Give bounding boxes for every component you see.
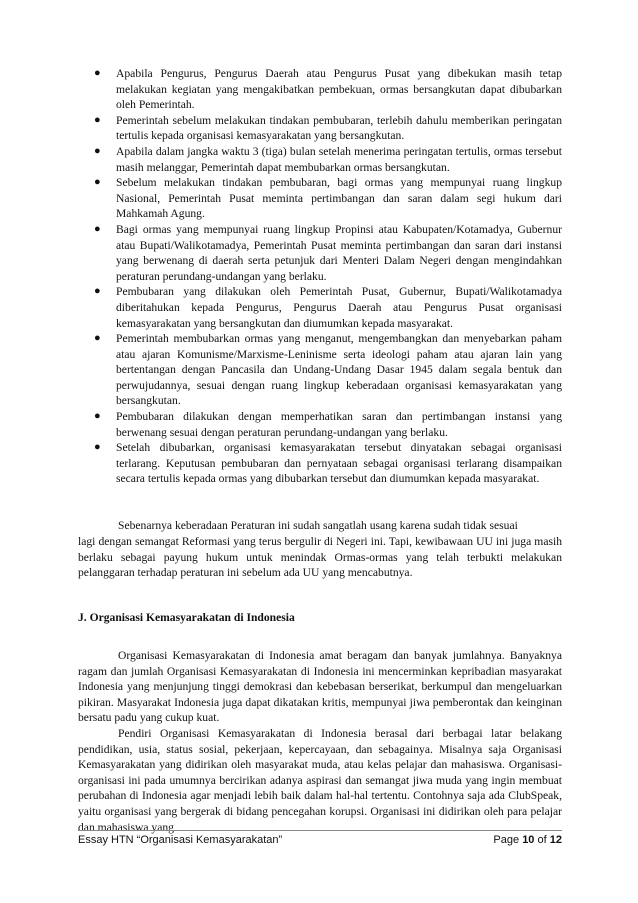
closing-first-line: Sebenarnya keberadaan Peraturan ini sudah sangatlah usang karena sudah tidak sesuai: [118, 519, 518, 532]
section-heading: J. Organisasi Kemasyarakatan di Indonesia: [78, 611, 295, 624]
list-item: ● Pembubaran yang dilakukan oleh Pemerintah Pusat, Gubernur, Bupati/Walikotamadya diberitahukan kepada Pengurus, Pengurus Daerah atau Pengurus Pusat organisasi kemasyarakatan yang bersangkutan dan diumumkan kepada masyarakat.: [94, 285, 562, 330]
bullet-icon: ●: [94, 144, 101, 157]
list-item: ● Pembubaran dilakukan dengan memperhatikan saran dan pertimbangan instansi yang berwenang sesuai dengan peraturan perundang-undangan yang berlaku.: [94, 410, 562, 439]
bullet-icon: ●: [94, 176, 101, 189]
list-item: ● Setelah dibubarkan, organisasi kemasyarakatan tersebut dinyatakan sebagai organisasi terlarang. Keputusan pembubaran dan pernyataan sebagai organisasi terlarang disampaikan secara tertulis kepada ormas yang dibubarkan tersebut dan diumumkan kepada masyarakat.: [94, 441, 562, 486]
list-item: ● Bagi ormas yang mempunyai ruang lingkup Propinsi atau Kabupaten/Kotamadya, Gubernur atau Bupati/Walikotamadya, Pemerintah Pusat meminta pertimbangan dan saran dari instansi yang berwenang di daerah serta petunjuk dari Menteri Dalam Negeri dengan mengindahkan peraturan perundang-undangan yang berlaku.: [94, 222, 562, 283]
bullet-icon: ●: [94, 113, 101, 126]
list-item: ● Pemerintah membubarkan ormas yang menganut, mengembangkan dan menyebarkan paham atau ajaran Komunisme/Marxisme-Leninisme serta ideologi paham atau ajaran lain yang bertentangan dengan Pancasila dan Undang-Undang Dasar 1945 dalam segala bentuk dan perwujudannya, sesuai dengan ruang lingkup keberadaan organisasi kemasyarakatan yang bersangkutan.: [94, 332, 562, 408]
bullet-list: [92, 66, 562, 487]
list-item: ● Pemerintah sebelum melakukan tindakan pembubaran, terlebih dahulu memberikan peringatan tertulis kepada organisasi kemasyarakatan yang bersangkutan.: [94, 113, 562, 143]
bullet-icon: ●: [94, 332, 101, 345]
list-item: ● Apabila dalam jangka waktu 3 (tiga) bulan setelah menerima peringatan tertulis, ormas tersebut masih melanggar, Pemerintah dapat membubarkan ormas bersangkutan.: [94, 144, 562, 174]
bullet-icon: ●: [94, 67, 101, 79]
page-number: Page 10 of 12: [493, 834, 562, 846]
footer-title: Essay HTN “Organisasi Kemasyarakatan”: [78, 834, 283, 846]
paragraph-1: Organisasi Kemasyarakatan di Indonesia amat beragam dan banyak jumlahnya. Banyaknya ragam dan jumlah Organisasi Kemasyarakatan di Indonesia ini mencerminkan kepribadian masyarakat Indonesia yang menjunjung tinggi demokrasi dan kebebasan berserikat, berkumpul dan mengeluarkan pikiran. Masyarakat Indonesia juga dapat dikatakan kritis, mempunyai jiwa pemberontak dan keinginan bersatu padu yang cukup kuat.: [78, 649, 562, 725]
bullet-icon: ●: [94, 410, 101, 423]
list-item: ● Sebelum melakukan tindakan pembubaran, bagi ormas yang mempunyai ruang lingkup Nasional, Pemerintah Pusat meminta pertimbangan dan saran dalam segi hukum dari Mahkamah Agung.: [94, 176, 562, 221]
bullet-icon: ●: [94, 222, 101, 235]
bullet-icon: ●: [94, 441, 101, 454]
bullet-icon: ●: [94, 285, 101, 298]
list-item: ● Apabila Pengurus, Pengurus Daerah atau Pengurus Pusat yang dibekukan masih tetap melakukan kegiatan yang mengakibatkan pembekuan, ormas bersangkutan dapat dibubarkan oleh Pemerintah.: [94, 67, 562, 112]
paragraph-2: Pendiri Organisasi Kemasyarakatan di Indonesia berasal dari berbagai latar belakang pendidikan, usia, status sosial, pekerjaan, kepercayaan, dan sebagainya. Misalnya saja Organisasi Kemasyarakatan yang didirikan oleh masyarakat muda, atau kelas pelajar dan mahasiswa. Organisasi-organisasi ini pada umumnya bercirikan adanya aspirasi dan semangat jiwa muda yang ingin membuat perubahan di Indonesia agar menjadi lebih baik dalam hal-hal tertentu. Contohnya saja ada ClubSpeak, yaitu organisasi yang bergerak di bidang pencegahan korupsi. Organisasi ini didirikan oleh para pelajar dan mahasiswa yang: [78, 727, 562, 834]
closing-paragraph: lagi dengan semangat Reformasi yang terus bergulir di Negeri ini. Tapi, kewibawaan UU ini juga masih berlaku sebagai payung hukum untuk menindak Ormas-ormas yang telah terbukti melakukan pelanggaran terhadap peraturan ini sebelum ada UU yang mencabutnya.: [78, 535, 562, 580]
page-footer: [78, 830, 562, 849]
